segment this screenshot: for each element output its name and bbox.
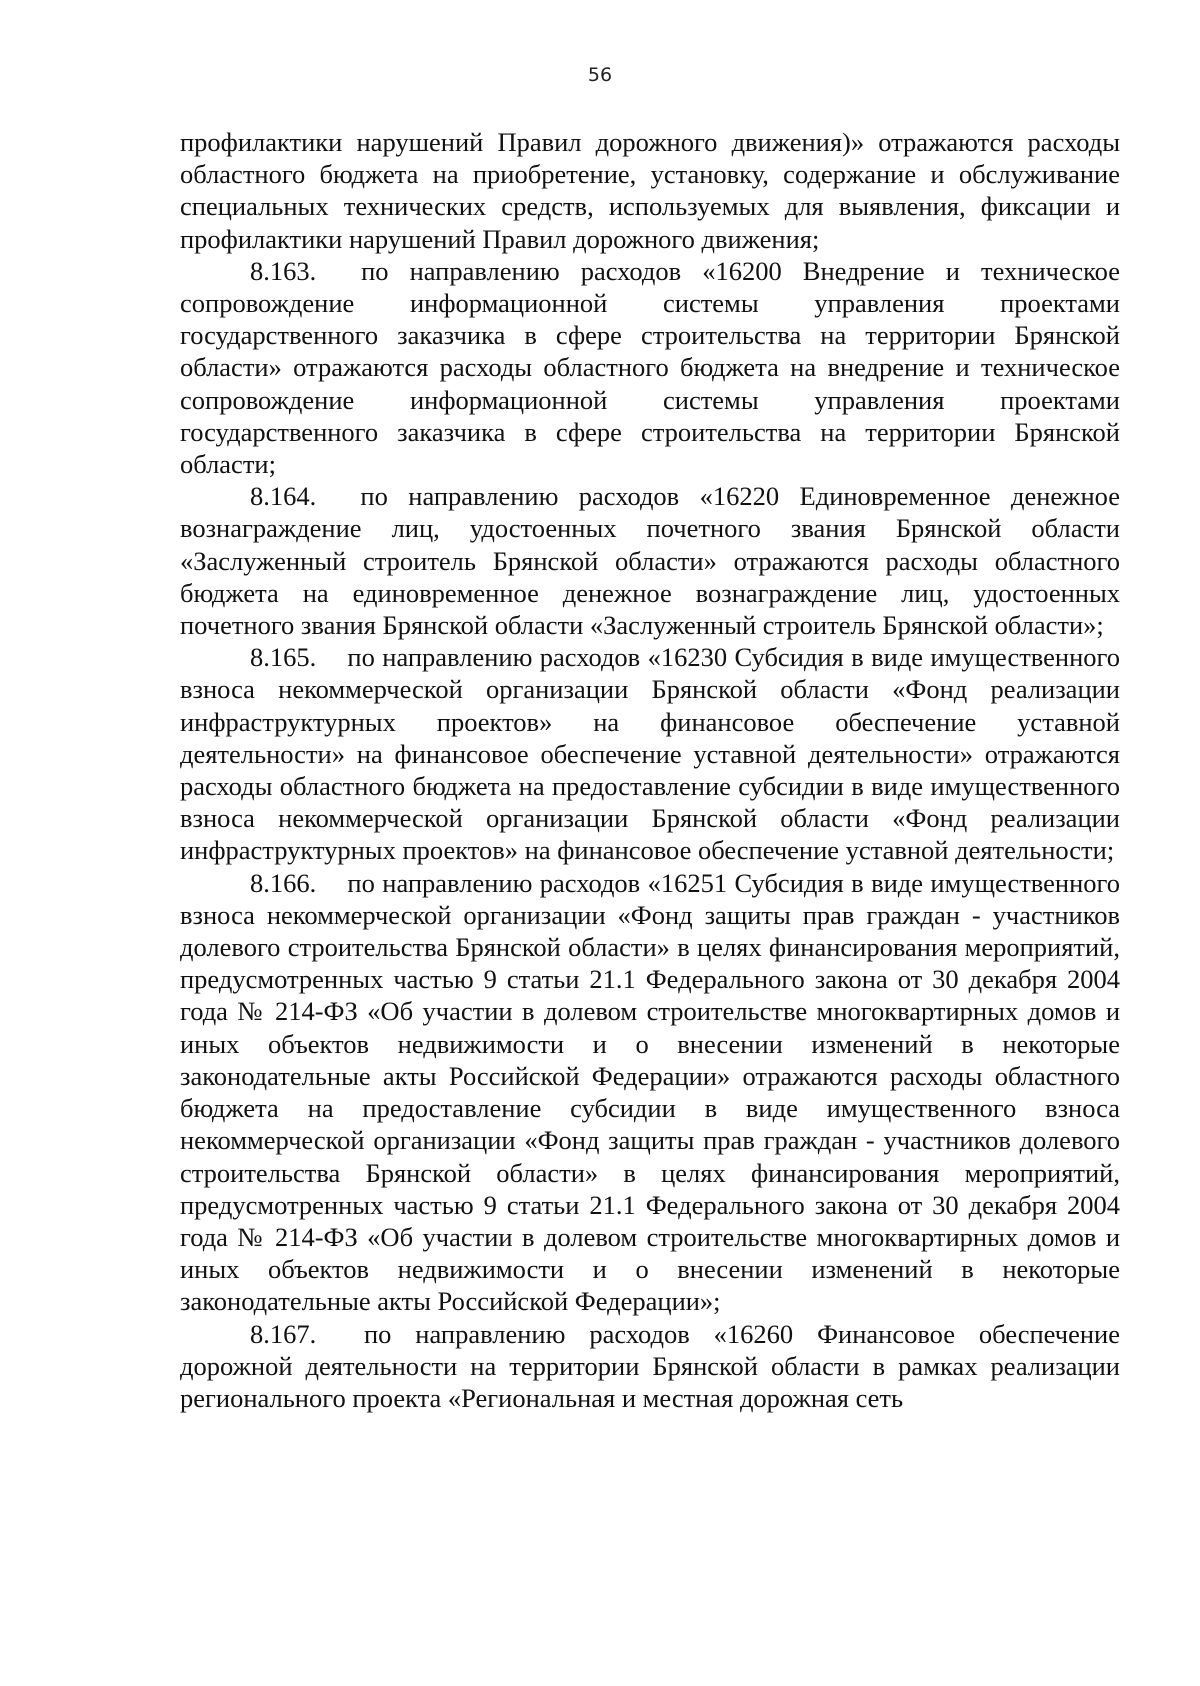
paragraph-continuation [180,126,1120,255]
paragraph-number: 8.163. [250,255,317,286]
paragraph-text: по направлению расходов «16220 Единовременное денежное вознаграждение лиц, удостоенных почетного звания Брянской области «Заслуженный строитель Брянской области» отражаются расходы областного бюджета на единовременное денежное вознаграждение лиц, удостоенных почетного звания Брянской области «Заслуженный строитель Брянской области»; [180,481,1120,641]
paragraph-text: профилактики нарушений Правил дорожного движения)» отражаются расходы областного бюджета на приобретение, установку, содержание и обслуживание специальных технических средств, используемых для выявления, фиксации и профилактики нарушений Правил дорожного движения; [180,127,1120,254]
paragraph-number: 8.166. [250,867,317,898]
paragraph-8-165 [180,641,1120,866]
paragraph-number: 8.165. [250,642,317,673]
paragraph-text: по направлению расходов «16200 Внедрение и техническое сопровождение информационной системы управления проектами государственного заказчика в сфере строительства на территории Брянской области» отражаются расходы областного бюджета на внедрение и техническое сопровождение информационной системы управления проектами государственного заказчика в сфере строительства на территории Брянской области; [180,255,1121,480]
paragraph-text: по направлению расходов «16230 Субсидия в виде имущественного взноса некоммерческой организации Брянской области «Фонд реализации инфраструктурных проектов» на финансовое обеспечение уставной деятельности» на финансовое обеспечение уставной деятельности» отражаются расходы областного бюджета на предоставление субсидии в виде имущественного взноса некоммерческой организации Брянской области «Фонд реализации инфраструктурных проектов» на финансовое обеспечение уставной деятельности; [180,642,1120,866]
paragraph-text: по направлению расходов «16260 Финансовое обеспечение дорожной деятельности на территории Брянской области в рамках реализации регионального проекта «Региональная и местная дорожная сеть [180,1318,1120,1413]
paragraph-8-166 [180,867,1120,1318]
paragraph-text: по направлению расходов «16251 Субсидия в виде имущественного взноса некоммерческой организации «Фонд защиты прав граждан - участников долевого строительства Брянской области» в целях финансирования мероприятий, предусмотренных частью 9 статьи 21.1 Федерального закона от 30 декабря 2004 года № 214-ФЗ «Об участии в долевом строительстве многоквартирных домов и иных объектов недвижимости и о внесении изменений в некоторые законодательные акты Российской Федерации» отражаются расходы областного бюджета на предоставление субсидии в виде имущественного взноса некоммерческой организации «Фонд защиты прав граждан - участников долевого строительства Брянской области» в целях финансирования мероприятий, предусмотренных частью 9 статьи 21.1 Федерального закона от 30 декабря 2004 года № 214-ФЗ «Об участии в долевом строительстве многоквартирных домов и иных объектов недвижимости и о внесении изменений в некоторые законодательные акты Российской Федерации»; [180,867,1120,1317]
paragraph-number: 8.164. [250,481,317,512]
paragraph-8-163 [180,255,1120,480]
document-body [180,126,1120,1414]
paragraph-number: 8.167. [250,1318,317,1349]
paragraph-8-164 [180,480,1120,641]
page-number: 56 [587,64,613,86]
paragraph-8-167 [180,1318,1120,1415]
